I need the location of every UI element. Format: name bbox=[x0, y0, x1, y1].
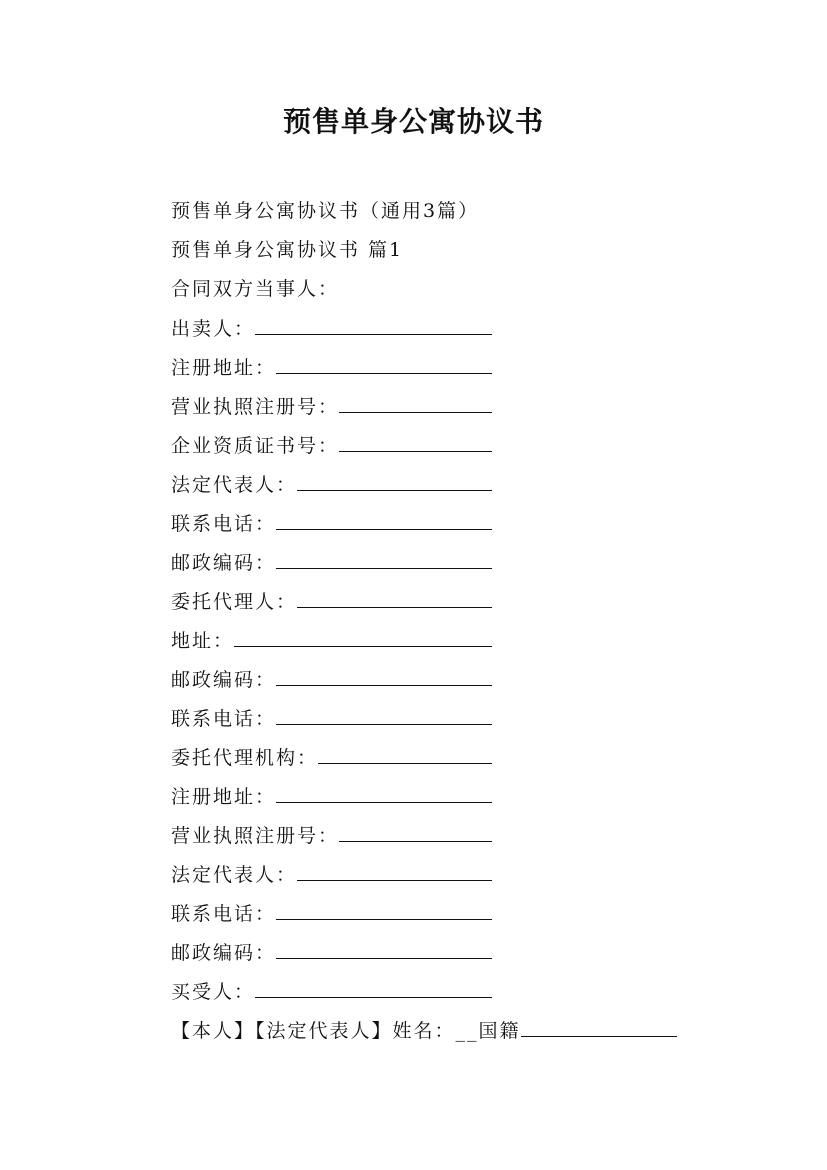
fill-in-blank bbox=[297, 585, 492, 608]
fill-in-blank bbox=[521, 1014, 677, 1037]
document-line bbox=[171, 195, 731, 234]
document-line bbox=[171, 897, 731, 936]
fill-in-blank bbox=[297, 468, 492, 491]
line-label: 【本人】【法定代表人】姓名：__国籍 bbox=[171, 1020, 521, 1042]
fill-in-blank bbox=[276, 546, 492, 569]
fill-in-blank bbox=[276, 780, 492, 803]
line-label: 注册地址： bbox=[171, 786, 277, 808]
line-label: 出卖人： bbox=[171, 318, 256, 340]
fill-in-blank bbox=[255, 312, 492, 335]
document-line bbox=[171, 585, 731, 624]
fill-in-blank bbox=[276, 702, 492, 725]
line-label: 委托代理机构： bbox=[171, 747, 319, 769]
fill-in-blank bbox=[339, 819, 492, 842]
line-label: 邮政编码： bbox=[171, 669, 277, 691]
document-line bbox=[171, 819, 731, 858]
fill-in-blank bbox=[255, 975, 492, 998]
document-line bbox=[171, 624, 731, 663]
document-title: 预售单身公寓协议书 bbox=[282, 105, 544, 138]
line-label: 委托代理人： bbox=[171, 591, 298, 613]
document-line bbox=[171, 390, 731, 429]
fill-in-blank bbox=[276, 351, 492, 374]
line-label: 营业执照注册号： bbox=[171, 825, 340, 847]
line-label: 营业执照注册号： bbox=[171, 396, 340, 418]
document-line bbox=[171, 780, 731, 819]
fill-in-blank bbox=[276, 897, 492, 920]
document-line bbox=[171, 234, 731, 273]
line-label: 邮政编码： bbox=[171, 942, 277, 964]
line-label: 注册地址： bbox=[171, 357, 277, 379]
document-line bbox=[171, 975, 731, 1014]
line-label: 买受人： bbox=[171, 981, 256, 1003]
document-line bbox=[171, 351, 731, 390]
fill-in-blank bbox=[339, 390, 492, 413]
document-line bbox=[171, 702, 731, 741]
document-line bbox=[171, 858, 731, 897]
line-label: 邮政编码： bbox=[171, 552, 277, 574]
fill-in-blank bbox=[276, 663, 492, 686]
line-label: 联系电话： bbox=[171, 513, 277, 535]
document-line bbox=[171, 312, 731, 351]
line-label: 预售单身公寓协议书 篇1 bbox=[171, 239, 404, 261]
fill-in-blank bbox=[276, 507, 492, 530]
fill-in-blank bbox=[276, 936, 492, 959]
fill-in-blank bbox=[318, 741, 492, 764]
line-label: 法定代表人： bbox=[171, 474, 298, 496]
document-line bbox=[171, 936, 731, 975]
document-line bbox=[171, 429, 731, 468]
line-label: 企业资质证书号： bbox=[171, 435, 340, 457]
fill-in-blank bbox=[339, 429, 492, 452]
line-label: 法定代表人： bbox=[171, 864, 298, 886]
document-line bbox=[171, 546, 731, 585]
line-label: 预售单身公寓协议书（通用3篇） bbox=[171, 200, 480, 222]
line-label: 合同双方当事人： bbox=[171, 278, 340, 300]
fill-in-blank bbox=[234, 624, 492, 647]
line-label: 联系电话： bbox=[171, 903, 277, 925]
document-line bbox=[171, 663, 731, 702]
line-label: 地址： bbox=[171, 630, 235, 652]
line-label: 联系电话： bbox=[171, 708, 277, 730]
document-lines bbox=[171, 195, 731, 1014]
document-line bbox=[171, 468, 731, 507]
document-line bbox=[171, 273, 731, 312]
document-line-nationality bbox=[171, 1014, 731, 1053]
document-line bbox=[171, 507, 731, 546]
document-body bbox=[171, 195, 731, 1053]
fill-in-blank bbox=[297, 858, 492, 881]
document-line bbox=[171, 741, 731, 780]
